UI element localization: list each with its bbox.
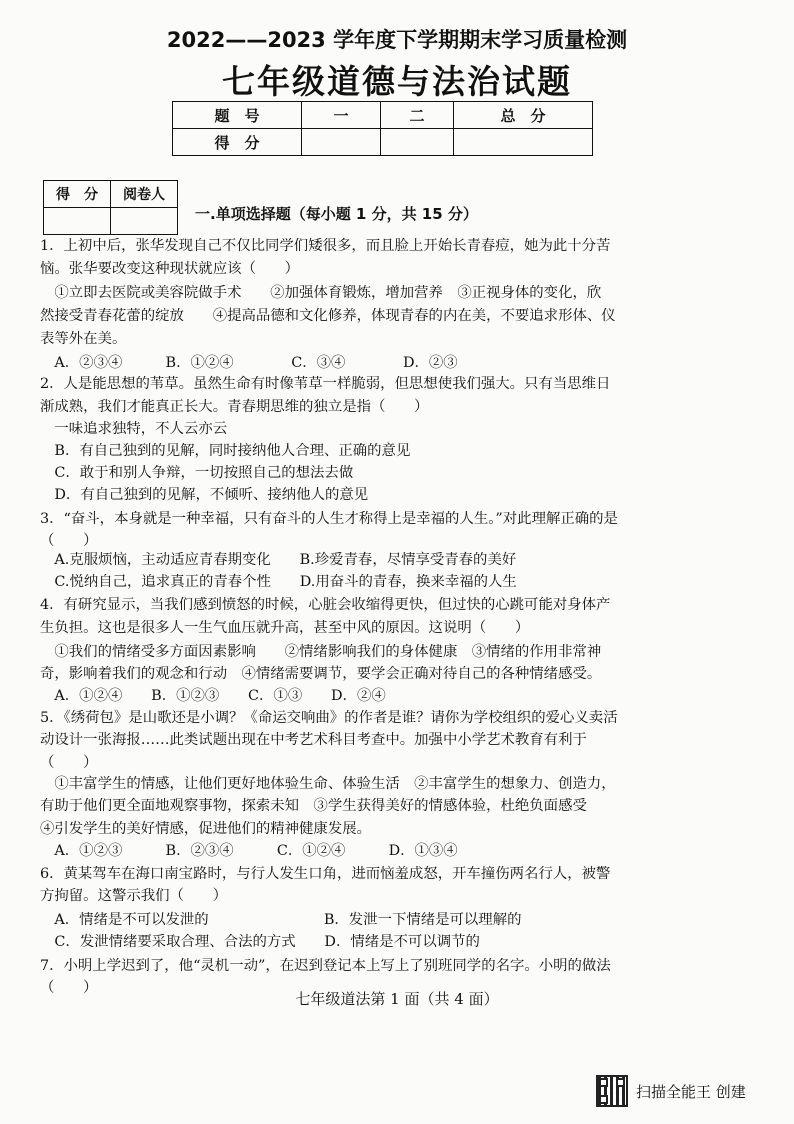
section-heading: 一.单项选择题（每小题 1 分，共 15 分）	[195, 205, 478, 223]
scanner-watermark	[596, 1075, 746, 1107]
question-line: C．发泄情绪要采取合理、合法的方式 D．情绪是不可以调节的	[40, 934, 480, 950]
question-line: 表等外在美。	[40, 331, 127, 347]
exam-subject-title: 七年级道德与法治试题	[222, 62, 572, 101]
question-line: 2．人是能思想的苇草。虽然生命有时像苇草一样脆弱，但思想使我们强大。只有当思维日	[40, 376, 611, 392]
grader-header-cell: 阅卷人	[111, 181, 178, 208]
exam-year-title: 2022——2023 学年度下学期期末学习质量检测	[166, 28, 628, 52]
question-line: 5．《绣荷包》是山歌还是小调？《命运交响曲》的作者是谁？请你为学校组织的爱心义卖活	[40, 710, 618, 726]
score-table	[172, 101, 593, 156]
question-line: A．②③④ B．①②④ C．③④ D．②③	[40, 355, 458, 371]
grader-table	[43, 180, 178, 235]
question-line: （ ）	[40, 980, 98, 996]
score-header-cell: 二	[381, 102, 454, 129]
question-line: A．情绪是不可以发泄的 B．发泄一下情绪是可以理解的	[40, 912, 522, 928]
question-line: 方拘留。这警示我们（ ）	[40, 888, 228, 904]
score-header-cell: 总 分	[454, 102, 593, 129]
score-cell[interactable]	[302, 129, 381, 156]
question-line: A.克服烦恼，主动适应青春期变化 B.珍爱青春，尽情享受青春的美好	[40, 552, 517, 568]
question-line: 6．黄某驾车在海口南宝路时，与行人发生口角，进而恼羞成怒，开车撞伤两名行人，被警	[40, 866, 611, 882]
question-line: C．敢于和别人争辩，一切按照自己的想法去做	[40, 465, 354, 481]
question-line: ①立即去医院或美容院做手术 ②加强体育锻炼，增加营养 ③正视身体的变化，欣	[40, 285, 602, 301]
score-cell[interactable]	[454, 129, 593, 156]
scanner-label: 扫描全能王 创建	[636, 1082, 746, 1101]
question-line: D．有自己独到的见解，不倾听、接纳他人的意见	[40, 487, 369, 503]
question-line: C.悦纳自己，追求真正的青春个性 D.用奋斗的青春，换来幸福的人生	[40, 574, 517, 590]
question-line: A．①②③ B．②③④ C．①②④ D．①③④	[40, 843, 458, 859]
grader-header-cell: 得 分	[44, 181, 111, 208]
question-line: 然接受青春花蕾的绽放 ④提高品德和文化修养，体现青春的内在美，不要追求形体、仪	[40, 308, 616, 324]
grader-cell[interactable]	[44, 208, 111, 235]
question-line: A．①②④ B．①②③ C．①③ D．②④	[40, 688, 386, 704]
question-line: ①丰富学生的情感，让他们更好地体验生命、体验生活 ②丰富学生的想象力、创造力，	[40, 776, 616, 792]
question-line: 恼。张华要改变这种现状就应该（ ）	[40, 261, 300, 277]
grader-cell[interactable]	[111, 208, 178, 235]
question-line: 3．“奋斗，本身就是一种幸福，只有奋斗的人生才称得上是幸福的人生。”对此理解正确的是	[40, 511, 618, 527]
question-line: ①我们的情绪受多方面因素影响 ②情绪影响我们的身体健康 ③情绪的作用非常神	[40, 644, 602, 660]
question-line: （ ）	[40, 755, 98, 771]
score-header-cell: 题 号	[173, 102, 302, 129]
question-line: 渐成熟，我们才能真正长大。青春期思维的独立是指（ ）	[40, 399, 429, 415]
question-line: 生负担。这也是很多人一生气血压就升高，甚至中风的原因。这说明（ ）	[40, 620, 530, 636]
question-line: 1．上初中后，张华发现自己不仅比同学们矮很多，而且脸上开始长青春痘，她为此十分苦	[40, 238, 611, 254]
question-line: 动设计一张海报……此类试题出现在中考艺术科目考查中。加强中小学艺术教育有利于	[40, 732, 587, 748]
question-line: 奇，影响着我们的观念和行动 ④情绪需要调节，要学会正确对待自己的各种情绪感受。	[40, 666, 602, 682]
question-line: 一味追求独特，不人云亦云	[40, 421, 228, 437]
page-footer: 七年级道法第 1 面（共 4 面）	[295, 990, 499, 1008]
question-line: B．有自己独到的见解，同时接纳他人合理、正确的意见	[40, 443, 411, 459]
question-line: ④引发学生的美好情感，促进他们的精神健康发展。	[40, 821, 371, 837]
qr-code-icon	[596, 1075, 628, 1107]
score-cell[interactable]	[381, 129, 454, 156]
question-line: 4．有研究显示，当我们感到愤怒的时候，心脏会收缩得更快，但过快的心跳可能对身体产	[40, 597, 611, 613]
score-header-cell: 一	[302, 102, 381, 129]
question-line: （ ）	[40, 533, 98, 549]
question-line: 有助于他们更全面地观察事物，探索未知 ③学生获得美好的情感体验，杜绝负面感受	[40, 798, 587, 814]
score-row-label: 得 分	[173, 129, 302, 156]
question-line: 7．小明上学迟到了，他“灵机一动”，在迟到登记本上写上了别班同学的名字。小明的做法	[40, 958, 611, 974]
